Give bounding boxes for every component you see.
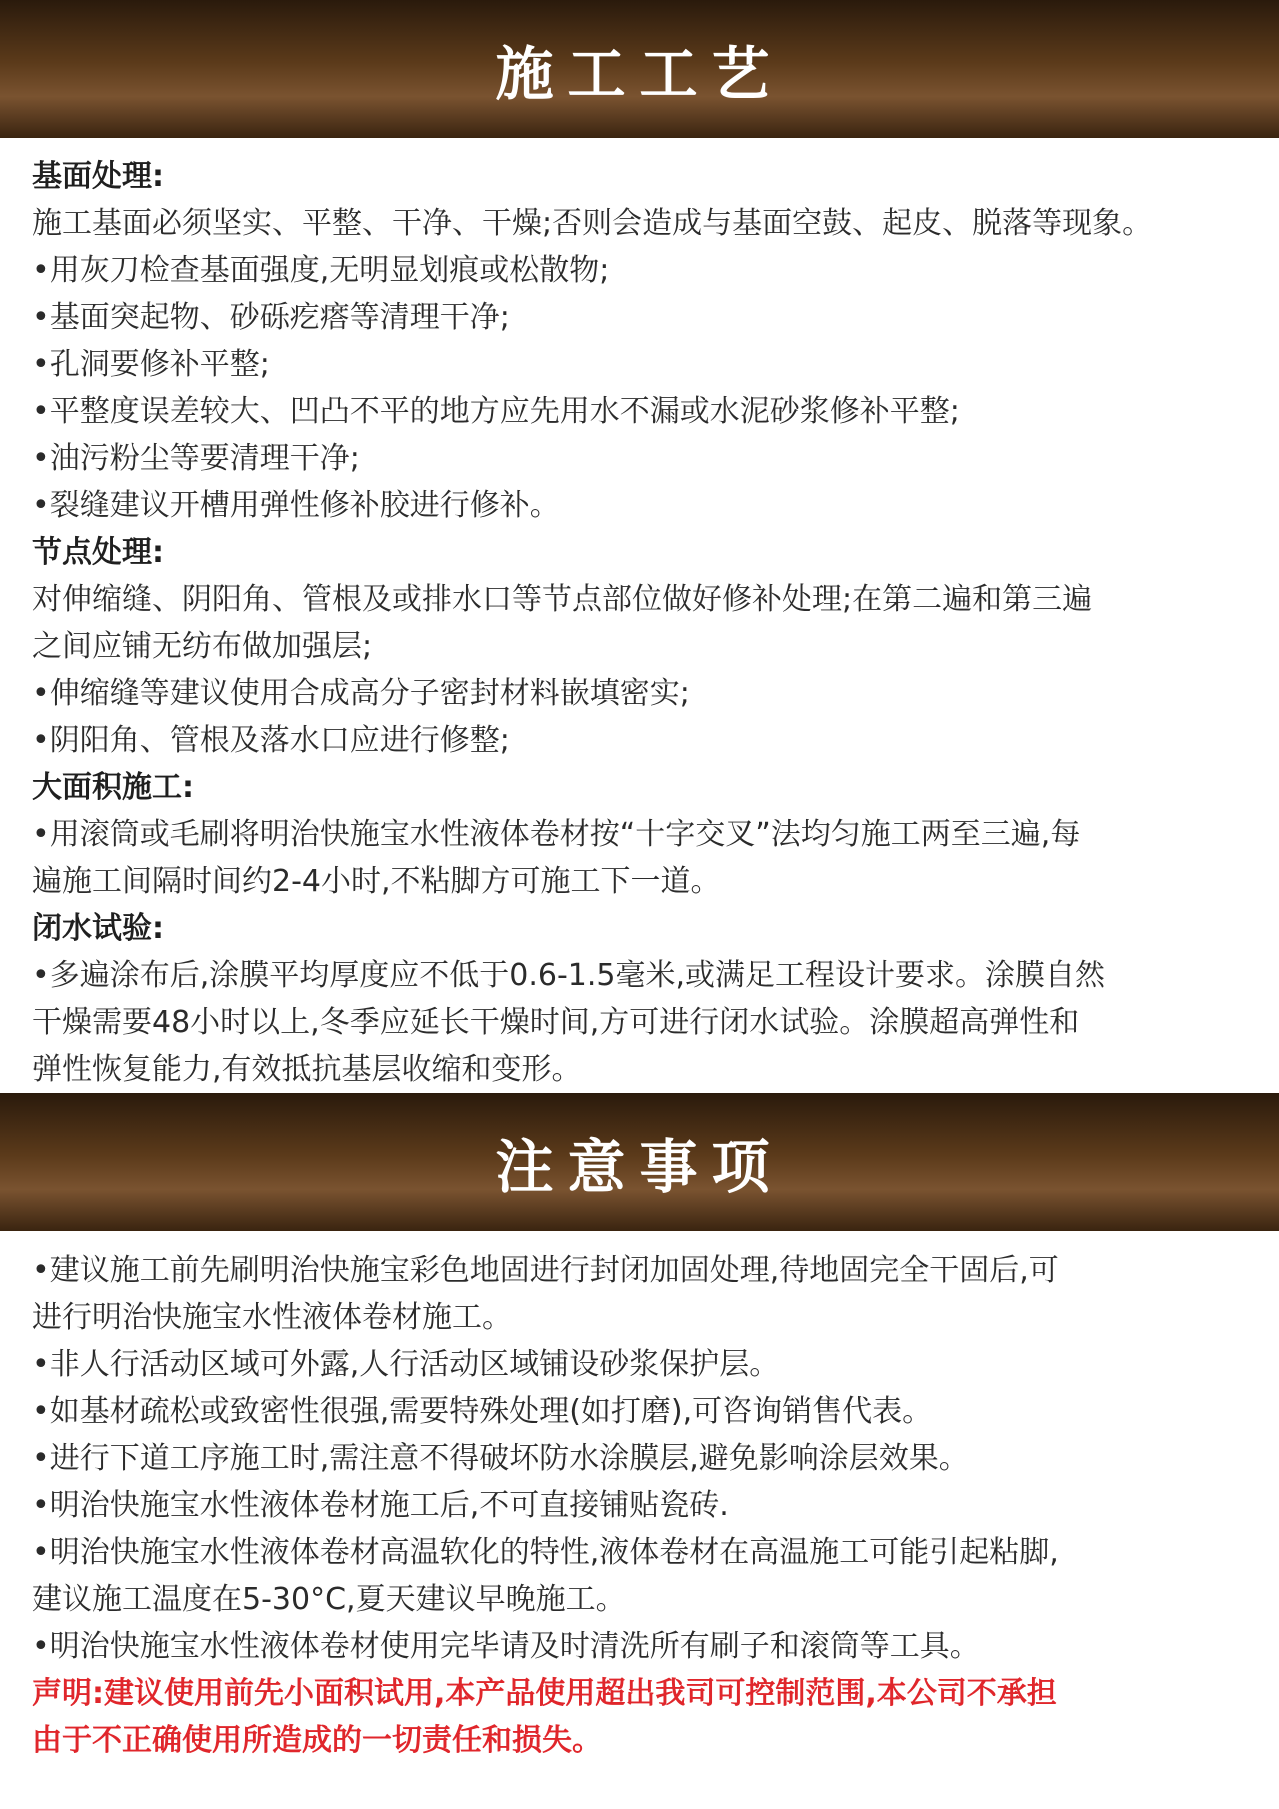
text-line: •多遍涂布后,涂膜平均厚度应不低于0.6-1.5毫米,或满足工程设计要求。涂膜自然 — [32, 958, 1106, 993]
text-line: •明治快施宝水性液体卷材施工后,不可直接铺贴瓷砖. — [32, 1488, 729, 1523]
text-line: •进行下道工序施工时,需注意不得破坏防水涂膜层,避免影响涂层效果。 — [32, 1441, 969, 1476]
subsection-heading: 大面积施工: — [32, 770, 194, 805]
banner-construction-process — [0, 0, 1279, 138]
text-line: •用滚筒或毛刷将明治快施宝水性液体卷材按“十字交叉”法均匀施工两至三遍,每 — [32, 817, 1081, 852]
text-line: •油污粉尘等要清理干净; — [32, 441, 360, 476]
subsection-heading: 基面处理: — [32, 159, 164, 194]
text-line: •阴阳角、管根及落水口应进行修整; — [32, 723, 510, 758]
text-line: •非人行活动区域可外露,人行活动区域铺设砂浆保护层。 — [32, 1347, 780, 1382]
text-line: •平整度误差较大、凹凸不平的地方应先用水不漏或水泥砂浆修补平整; — [32, 394, 960, 429]
disclaimer-line: 由于不正确使用所造成的一切责任和损失。 — [32, 1723, 602, 1758]
text-line: •如基材疏松或致密性很强,需要特殊处理(如打磨),可咨询销售代表。 — [32, 1394, 933, 1429]
section-title-precautions: 注意事项 — [495, 1133, 784, 1201]
text-line: 对伸缩缝、阴阳角、管根及或排水口等节点部位做好修补处理;在第二遍和第三遍 — [32, 582, 1093, 617]
section-construction-body — [0, 138, 1279, 1093]
disclaimer-line: 声明:建议使用前先小面积试用,本产品使用超出我司可控制范围,本公司不承担 — [32, 1676, 1057, 1711]
section-precautions-body — [0, 1231, 1279, 1764]
text-line: •孔洞要修补平整; — [32, 347, 270, 382]
text-line: •建议施工前先刷明治快施宝彩色地固进行封闭加固处理,待地固完全干固后,可 — [32, 1253, 1059, 1288]
text-line: •裂缝建议开槽用弹性修补胶进行修补。 — [32, 488, 560, 523]
banner-precautions — [0, 1093, 1279, 1231]
text-line: •基面突起物、砂砾疙瘩等清理干净; — [32, 300, 510, 335]
text-line: •明治快施宝水性液体卷材高温软化的特性,液体卷材在高温施工可能引起粘脚, — [32, 1535, 1059, 1570]
text-line: 之间应铺无纺布做加强层; — [32, 629, 373, 664]
section-title-construction: 施工工艺 — [495, 40, 784, 108]
text-line: •用灰刀检查基面强度,无明显划痕或松散物; — [32, 253, 610, 288]
text-line: 进行明治快施宝水性液体卷材施工。 — [32, 1300, 512, 1335]
text-line: 遍施工间隔时间约2-4小时,不粘脚方可施工下一道。 — [32, 864, 721, 899]
subsection-heading: 闭水试验: — [32, 911, 164, 946]
text-line: 干燥需要48小时以上,冬季应延长干燥时间,方可进行闭水试验。涂膜超高弹性和 — [32, 1005, 1080, 1040]
text-line: •伸缩缝等建议使用合成高分子密封材料嵌填密实; — [32, 676, 690, 711]
text-line: 建议施工温度在5-30°C,夏天建议早晚施工。 — [32, 1582, 626, 1617]
text-line: 施工基面必须坚实、平整、干净、干燥;否则会造成与基面空鼓、起皮、脱落等现象。 — [32, 206, 1153, 241]
text-line: •明治快施宝水性液体卷材使用完毕请及时清洗所有刷子和滚筒等工具。 — [32, 1629, 980, 1664]
subsection-heading: 节点处理: — [32, 535, 164, 570]
text-line: 弹性恢复能力,有效抵抗基层收缩和变形。 — [32, 1052, 582, 1087]
